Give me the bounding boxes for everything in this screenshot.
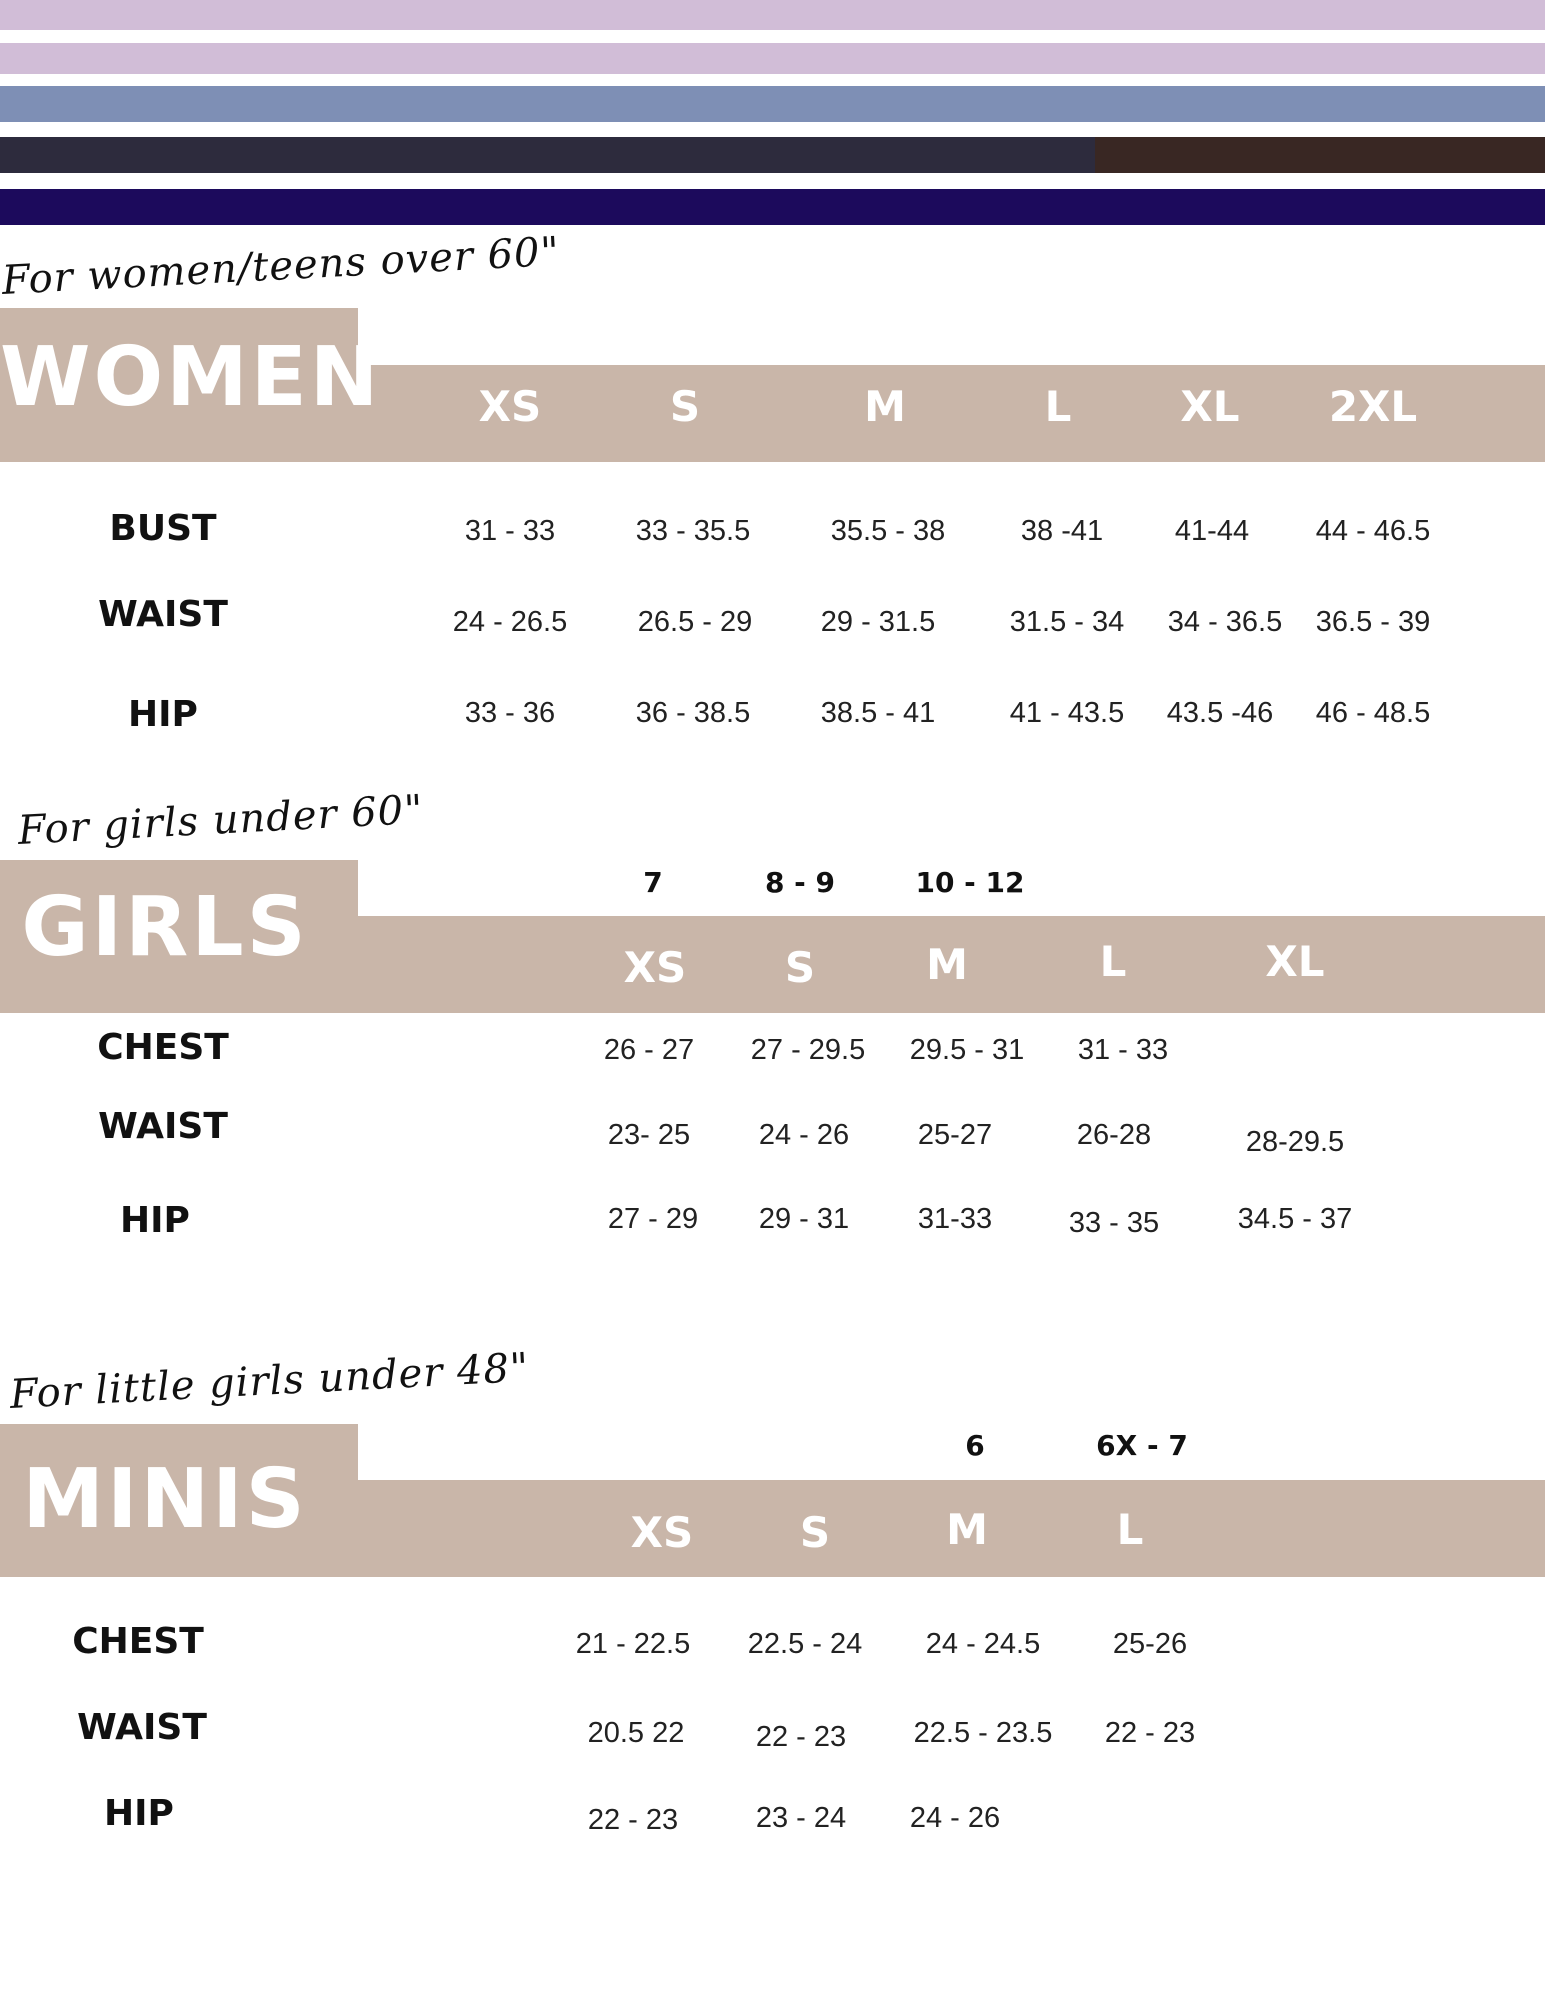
stripe-lavender-1 (0, 0, 1545, 30)
women-cell: 38 -41 (1020, 515, 1104, 547)
girls-cell: 25-27 (917, 1119, 993, 1151)
girls-cell: 26-28 (1076, 1119, 1152, 1151)
girls-size-header: XL (1265, 937, 1325, 986)
girls-cell: 23- 25 (607, 1119, 691, 1151)
women-size-header: XL (1180, 382, 1240, 431)
minis-cell: 24 - 24.5 (925, 1628, 1041, 1660)
girls-cell: 29.5 - 31 (909, 1034, 1025, 1066)
minis-size-header: M (946, 1505, 988, 1554)
girls-row-label: CHEST (97, 1027, 229, 1068)
women-row-label: BUST (109, 508, 217, 549)
minis-age-label: 6 (965, 1429, 985, 1462)
women-cell: 41 - 43.5 (1009, 697, 1125, 729)
girls-cell: 31-33 (917, 1203, 993, 1235)
women-cell: 34 - 36.5 (1167, 606, 1283, 638)
girls-cell: 31 - 33 (1077, 1034, 1169, 1066)
women-cell: 31 - 33 (464, 515, 556, 547)
girls-cell: 34.5 - 37 (1237, 1203, 1353, 1235)
girls-cell: 29 - 31 (758, 1203, 850, 1235)
women-size-header: XS (478, 382, 542, 431)
minis-cell: 22.5 - 23.5 (913, 1717, 1053, 1749)
girls-row-label: HIP (120, 1200, 190, 1241)
minis-cell: 22 - 23 (587, 1804, 679, 1836)
girls-cell: 33 - 35 (1068, 1207, 1160, 1239)
girls-cell: 28-29.5 (1245, 1126, 1345, 1158)
girls-note: For girls under 60" (16, 786, 425, 854)
women-cell: 33 - 36 (464, 697, 556, 729)
girls-cell: 26 - 27 (603, 1034, 695, 1066)
girls-age-label: 10 - 12 (915, 866, 1025, 899)
girls-size-header: XS (623, 943, 687, 992)
women-cell: 29 - 31.5 (820, 606, 936, 638)
minis-size-header: L (1116, 1505, 1144, 1554)
girls-age-label: 7 (643, 866, 663, 899)
minis-cell: 23 - 24 (755, 1802, 847, 1834)
girls-size-header: L (1099, 937, 1127, 986)
minis-cell: 21 - 22.5 (575, 1628, 691, 1660)
minis-size-header: S (799, 1508, 831, 1557)
women-cell: 43.5 -46 (1166, 697, 1274, 729)
minis-note: For little girls under 48" (8, 1344, 531, 1418)
women-cell: 38.5 - 41 (820, 697, 936, 729)
women-row-label: WAIST (98, 594, 228, 635)
minis-cell: 22 - 23 (755, 1721, 847, 1753)
women-cell: 36.5 - 39 (1315, 606, 1431, 638)
women-size-header: L (1044, 382, 1072, 431)
women-cell: 31.5 - 34 (1009, 606, 1125, 638)
women-cell: 26.5 - 29 (637, 606, 753, 638)
minis-size-header: XS (630, 1508, 694, 1557)
minis-row-label: WAIST (77, 1707, 207, 1748)
girls-row-label: WAIST (98, 1106, 228, 1147)
minis-cell: 24 - 26 (909, 1802, 1001, 1834)
women-size-header: M (864, 382, 906, 431)
girls-size-header: S (784, 943, 816, 992)
girls-cell: 24 - 26 (758, 1119, 850, 1151)
women-cell: 36 - 38.5 (635, 697, 751, 729)
women-cell: 35.5 - 38 (830, 515, 946, 547)
minis-cell: 25-26 (1112, 1628, 1188, 1660)
stripe-indigo (0, 189, 1545, 225)
minis-cell: 20.5 22 (587, 1717, 685, 1749)
girls-age-label: 8 - 9 (764, 866, 836, 899)
women-cell: 41-44 (1174, 515, 1250, 547)
girls-size-header: M (926, 940, 968, 989)
women-size-header: S (669, 382, 701, 431)
stripe-lavender-2 (0, 43, 1545, 74)
women-size-header: 2XL (1328, 382, 1418, 431)
girls-title: GIRLS (21, 880, 309, 975)
minis-title: MINIS (22, 1452, 308, 1547)
girls-cell: 27 - 29.5 (750, 1034, 866, 1066)
women-note: For women/teens over 60" (0, 228, 562, 304)
minis-row-label: CHEST (72, 1621, 204, 1662)
women-cell: 24 - 26.5 (452, 606, 568, 638)
minis-cell: 22 - 23 (1104, 1717, 1196, 1749)
minis-age-label: 6X - 7 (1096, 1429, 1188, 1462)
girls-cell: 27 - 29 (607, 1203, 699, 1235)
stripe-brown (1095, 137, 1545, 173)
women-row-label: HIP (128, 694, 198, 735)
women-cell: 46 - 48.5 (1315, 697, 1431, 729)
minis-row-label: HIP (104, 1793, 174, 1834)
minis-cell: 22.5 - 24 (747, 1628, 863, 1660)
women-cell: 44 - 46.5 (1315, 515, 1431, 547)
women-title: WOMEN (0, 330, 382, 425)
stripe-blue (0, 86, 1545, 122)
women-cell: 33 - 35.5 (635, 515, 751, 547)
